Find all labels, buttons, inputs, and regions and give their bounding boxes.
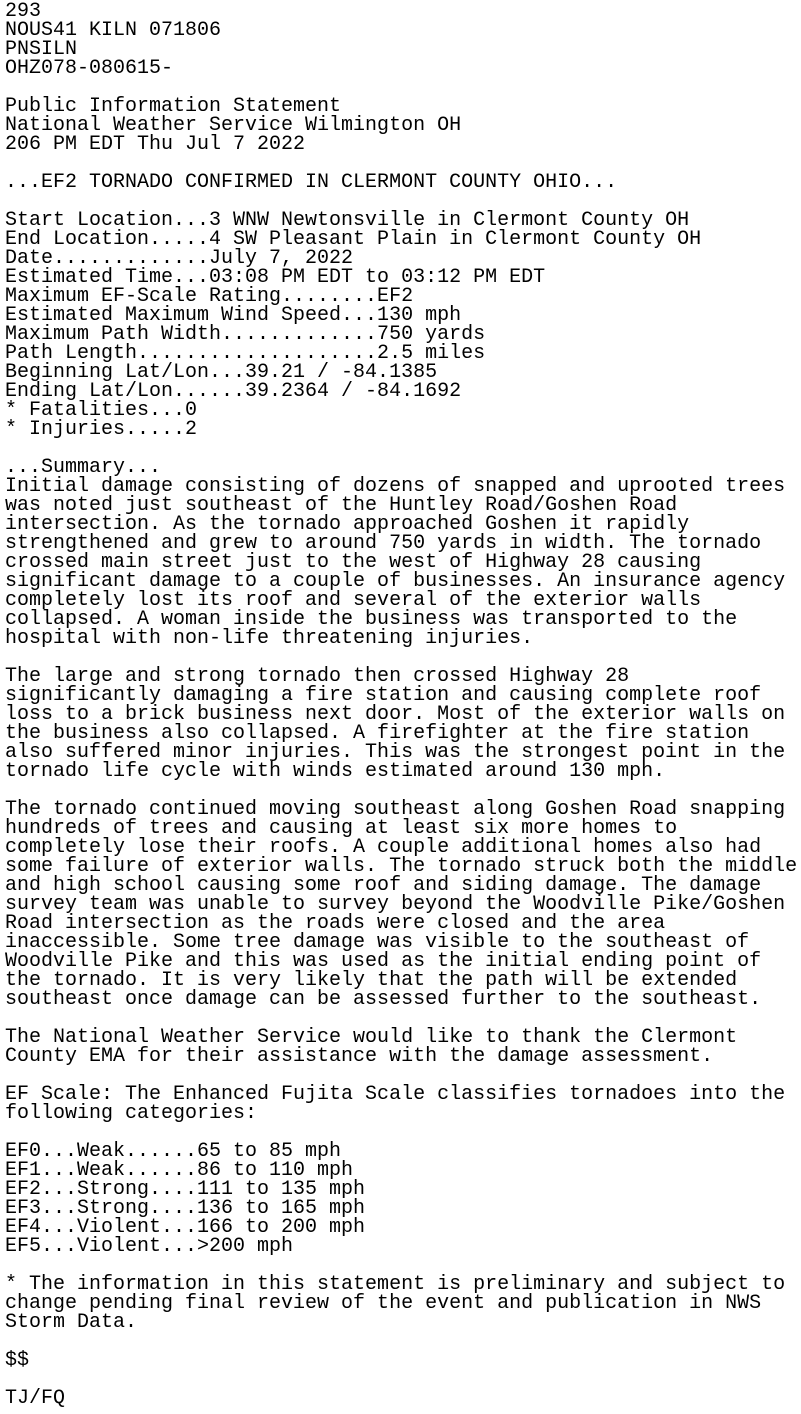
text-line: Start Location...3 WNW Newtonsville in Clermont County OH [5,209,690,232]
text-line: Road intersection as the roads were closed and the area [5,912,666,935]
text-line: 293 [5,0,42,23]
text-line: * Fatalities...0 [5,399,198,422]
text-line: crossed main street just to the west of Highway 28 causing [5,551,702,574]
text-line: hospital with non-life threatening injuries. [5,627,534,650]
text-line: EF4...Violent...166 to 200 mph [5,1216,366,1239]
text-line: was noted just southeast of the Huntley Road/Goshen Road [5,494,678,517]
text-line: inaccessible. Some tree damage was visible to the southeast of [5,931,750,954]
text-line: Storm Data. [5,1311,138,1334]
text-line: significantly damaging a fire station and causing complete roof [5,684,762,707]
text-line [5,1370,797,1389]
text-line: EF0...Weak......65 to 85 mph [5,1140,342,1163]
text-line: ...Summary... [5,456,162,479]
text-line: the tornado. It is very likely that the path will be extended [5,969,738,992]
text-line: TJ/FQ [5,1387,66,1410]
text-line: survey team was unable to survey beyond the Woodville Pike/Goshen [5,893,786,916]
text-line: Path Length....................2.5 miles [5,342,486,365]
text-line: completely lost its roof and several of the exterior walls [5,589,702,612]
text-line: Beginning Lat/Lon...39.21 / -84.1385 [5,361,438,384]
text-line: also suffered minor injuries. This was the strongest point in the [5,741,786,764]
text-line: strengthened and grew to around 750 yards in width. The tornado [5,532,762,555]
text-line [5,1332,797,1351]
text-line: southeast once damage can be assessed further to the southeast. [5,988,762,1011]
text-line: and high school causing some roof and siding damage. The damage [5,874,762,897]
text-line: The large and strong tornado then crossed Highway 28 [5,665,630,688]
text-line: Public Information Statement [5,95,342,118]
text-line: NOUS41 KILN 071806 [5,19,222,42]
text-line: EF2...Strong....111 to 135 mph [5,1178,366,1201]
text-line: 206 PM EDT Thu Jul 7 2022 [5,133,306,156]
text-line: intersection. As the tornado approached Goshen it rapidly [5,513,690,536]
text-line: End Location.....4 SW Pleasant Plain in Clermont County OH [5,228,702,251]
text-line: Woodville Pike and this was used as the initial ending point of [5,950,762,973]
statement-text [5,2,797,1408]
text-line: The National Weather Service would like to thank the Clermont [5,1026,738,1049]
text-line: $$ [5,1349,30,1372]
text-line: loss to a brick business next door. Most of the exterior walls on [5,703,786,726]
text-line: * The information in this statement is preliminary and subject to [5,1273,786,1296]
text-line: ...EF2 TORNADO CONFIRMED IN CLERMONT COUNTY OHIO... [5,171,618,194]
text-line: Initial damage consisting of dozens of snapped and uprooted trees [5,475,786,498]
text-line: Maximum EF-Scale Rating........EF2 [5,285,414,308]
text-line: OHZ078-080615- [5,57,174,80]
text-line: EF3...Strong....136 to 165 mph [5,1197,366,1220]
text-line: some failure of exterior walls. The tornado struck both the middle [5,855,798,878]
text-line: following categories: [5,1102,258,1125]
text-line: Maximum Path Width.............750 yards [5,323,486,346]
text-line: change pending final review of the event and publication in NWS [5,1292,762,1315]
text-line: tornado life cycle with winds estimated around 130 mph. [5,760,666,783]
text-line: collapsed. A woman inside the business was transported to the [5,608,738,631]
text-line: The tornado continued moving southeast along Goshen Road snapping [5,798,786,821]
text-line: Date.............July 7, 2022 [5,247,354,270]
text-line: significant damage to a couple of businesses. An insurance agency [5,570,786,593]
text-line: National Weather Service Wilmington OH [5,114,462,137]
text-line: Ending Lat/Lon......39.2364 / -84.1692 [5,380,462,403]
text-line: the business also collapsed. A firefighter at the fire station [5,722,750,745]
text-line: hundreds of trees and causing at least six more homes to [5,817,678,840]
text-line: EF1...Weak......86 to 110 mph [5,1159,354,1182]
text-line: * Injuries.....2 [5,418,198,441]
text-line: Estimated Time...03:08 PM EDT to 03:12 PM EDT [5,266,546,289]
text-line: County EMA for their assistance with the damage assessment. [5,1045,714,1068]
text-line: completely lose their roofs. A couple additional homes also had [5,836,762,859]
text-line: PNSILN [5,38,78,61]
text-line: EF5...Violent...>200 mph [5,1235,294,1258]
text-line: Estimated Maximum Wind Speed...130 mph [5,304,462,327]
text-line: EF Scale: The Enhanced Fujita Scale classifies tornadoes into the [5,1083,786,1106]
